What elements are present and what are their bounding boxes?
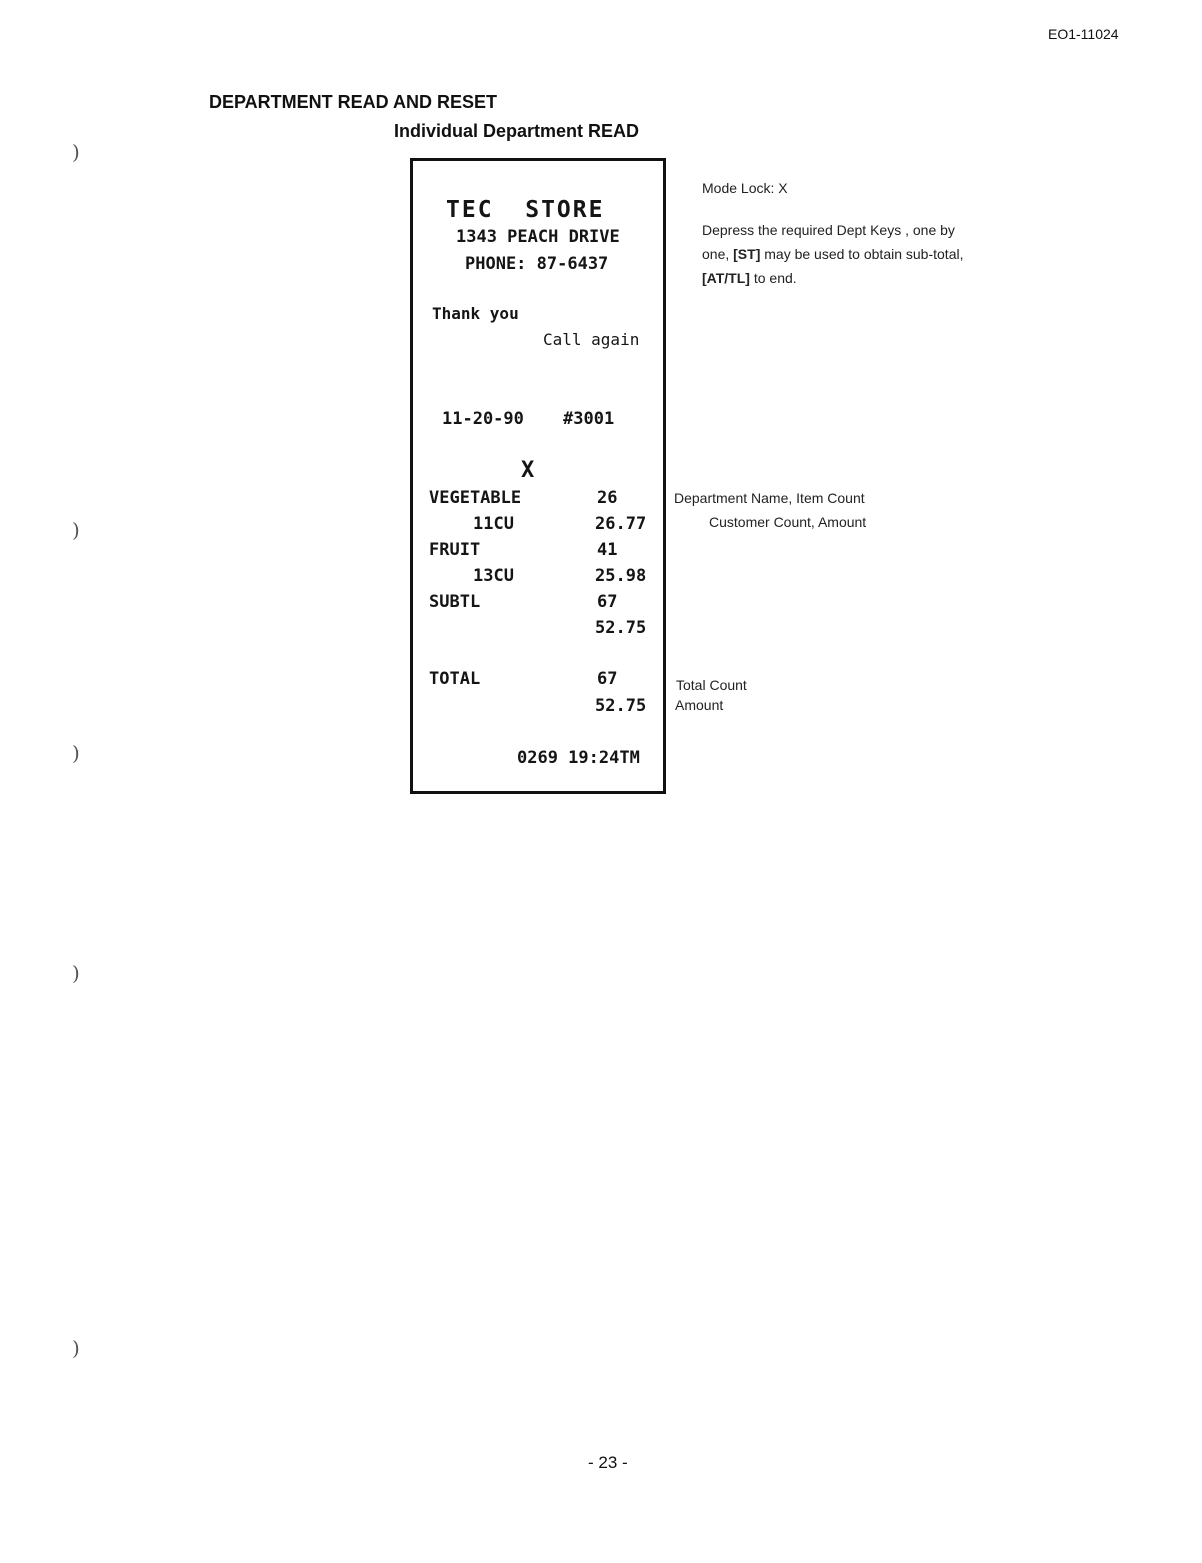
dept-amount-vegetable: 26.77 [595,514,647,534]
subsection-title: Individual Department READ [394,121,640,141]
binding-mark-1: ) [72,140,80,164]
note-instructions-line1: Depress the required Dept Keys , one by [702,222,955,238]
subtotal-count: 67 [597,592,618,612]
total-label: TOTAL [429,669,481,689]
receipt-phone: PHONE: 87-6437 [465,254,609,274]
receipt-footer: 0269 19:24TM [517,748,640,768]
receipt-call-again: Call again [543,330,640,349]
note-instr-pre: one, [702,246,734,262]
note-instr-post: may be used to obtain sub-total, [760,246,964,262]
key-st: [ST] [733,246,761,262]
total-amount: 52.75 [595,696,647,716]
note-dept-line1: Department Name, Item Count [674,490,865,506]
receipt-store-name: TEC STORE [446,197,605,223]
dept-count-fruit: 41 [597,540,618,560]
note-dept-line2: Customer Count, Amount [709,514,867,530]
total-count: 67 [597,669,618,689]
note-mode-lock: Mode Lock: X [702,180,788,196]
document-id: EO1-11024 [1048,26,1119,42]
binding-mark-4: ) [72,961,80,985]
dept-amount-fruit: 25.98 [595,566,647,586]
receipt [410,158,666,794]
binding-mark-5: ) [72,1336,80,1360]
binding-mark-3: ) [72,741,80,765]
note-instr-end: to end. [749,270,797,286]
page-number: - 23 - [588,1453,628,1472]
subtotal-amount: 52.75 [595,618,647,638]
note-total-line2: Amount [675,697,724,713]
receipt-date: 11-20-90 [442,409,524,429]
subtotal-label: SUBTL [429,592,481,612]
dept-customers-fruit: 13CU [473,566,514,586]
receipt-thanks: Thank you [432,304,519,323]
dept-name-vegetable: VEGETABLE [429,488,522,508]
note-total-line1: Total Count [676,677,747,693]
dept-customers-vegetable: 11CU [473,514,514,534]
note-instructions-line3 [702,266,963,290]
section-title: DEPARTMENT READ AND RESET [209,92,498,112]
key-at-tl: [AT/TL] [702,270,750,286]
note-instructions [702,218,963,290]
note-instructions-line2 [702,242,963,266]
receipt-register-no: #3001 [563,409,615,429]
binding-mark-2: ) [72,518,80,542]
receipt-address: 1343 PEACH DRIVE [456,227,620,247]
dept-count-vegetable: 26 [597,488,618,508]
dept-name-fruit: FRUIT [429,540,481,560]
receipt-mode-mark: X [521,458,535,483]
